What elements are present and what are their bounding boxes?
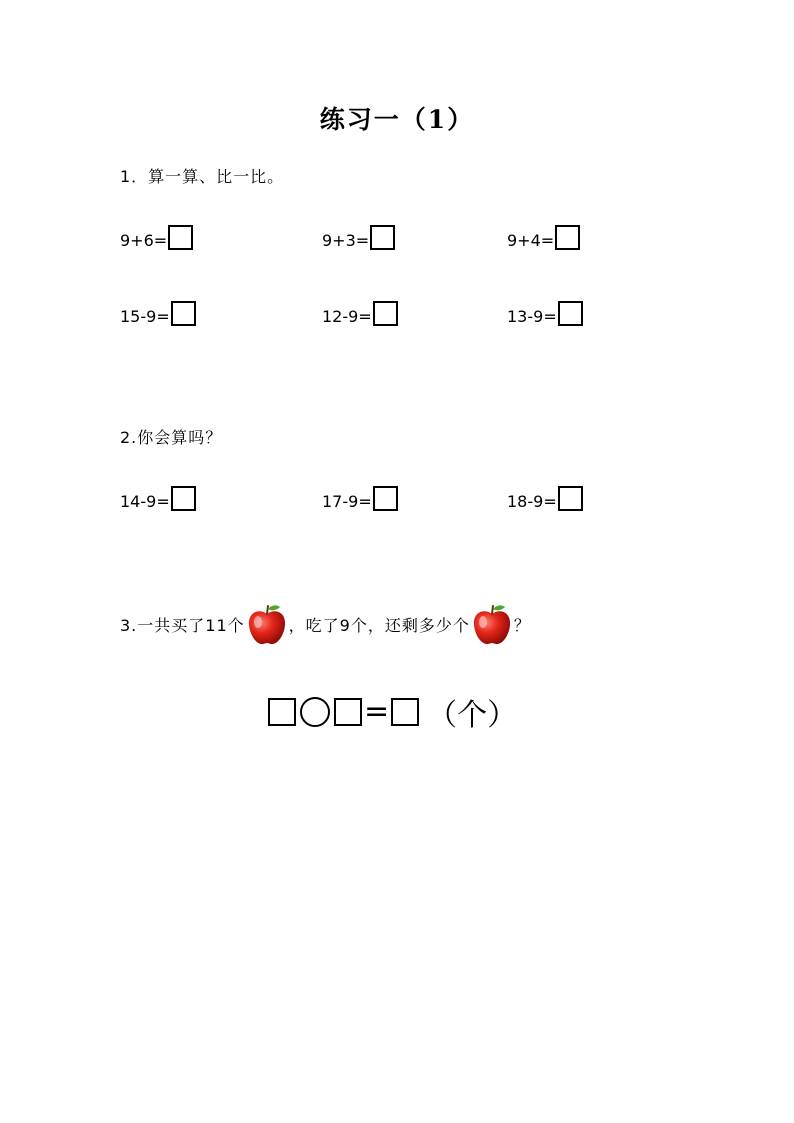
word-problem-part-1: 3.一共买了11个 xyxy=(120,615,245,635)
equation-9-plus-6 xyxy=(120,225,193,250)
word-problem xyxy=(120,602,531,646)
equation-13-minus-9 xyxy=(507,301,583,326)
answer-box[interactable] xyxy=(370,225,395,250)
apple-icon xyxy=(245,602,289,646)
answer-box[interactable] xyxy=(171,301,196,326)
unit-label: （个） xyxy=(427,698,518,733)
answer-box[interactable] xyxy=(558,486,583,511)
equation-text: 9+6= xyxy=(120,231,168,250)
answer-template xyxy=(268,690,517,734)
apple-icon xyxy=(470,602,514,646)
equation-text: 18-9= xyxy=(507,492,557,511)
answer-box[interactable] xyxy=(373,301,398,326)
word-problem-part-2: ，吃了9个，还剩多少个 xyxy=(288,615,470,635)
answer-box[interactable] xyxy=(558,301,583,326)
page-title: 练习一（1） xyxy=(319,105,475,134)
word-problem-part-3: ？ xyxy=(513,615,531,635)
equation-9-plus-3 xyxy=(322,225,395,250)
answer-box[interactable] xyxy=(373,486,398,511)
operator-circle[interactable] xyxy=(300,697,330,727)
equation-text: 17-9= xyxy=(322,492,372,511)
equation-15-minus-9 xyxy=(120,301,196,326)
equation-text: 13-9= xyxy=(507,307,557,326)
answer-box[interactable] xyxy=(555,225,580,250)
equation-text: 9+4= xyxy=(507,231,555,250)
equation-9-plus-4 xyxy=(507,225,580,250)
equation-17-minus-9 xyxy=(322,486,398,511)
equation-text: 12-9= xyxy=(322,307,372,326)
answer-box-first-number[interactable] xyxy=(268,698,296,726)
equation-14-minus-9 xyxy=(120,486,196,511)
answer-box-result[interactable] xyxy=(391,698,419,726)
answer-box-second-number[interactable] xyxy=(334,698,362,726)
equation-text: 15-9= xyxy=(120,307,170,326)
answer-box[interactable] xyxy=(168,225,193,250)
section-1-heading: 1．算一算、比一比。 xyxy=(120,167,285,186)
equation-text: 9+3= xyxy=(322,231,370,250)
equation-12-minus-9 xyxy=(322,301,398,326)
equals-sign: = xyxy=(364,694,390,729)
answer-box[interactable] xyxy=(171,486,196,511)
equation-18-minus-9 xyxy=(507,486,583,511)
section-2-heading: 2.你会算吗？ xyxy=(120,428,223,447)
equation-text: 14-9= xyxy=(120,492,170,511)
